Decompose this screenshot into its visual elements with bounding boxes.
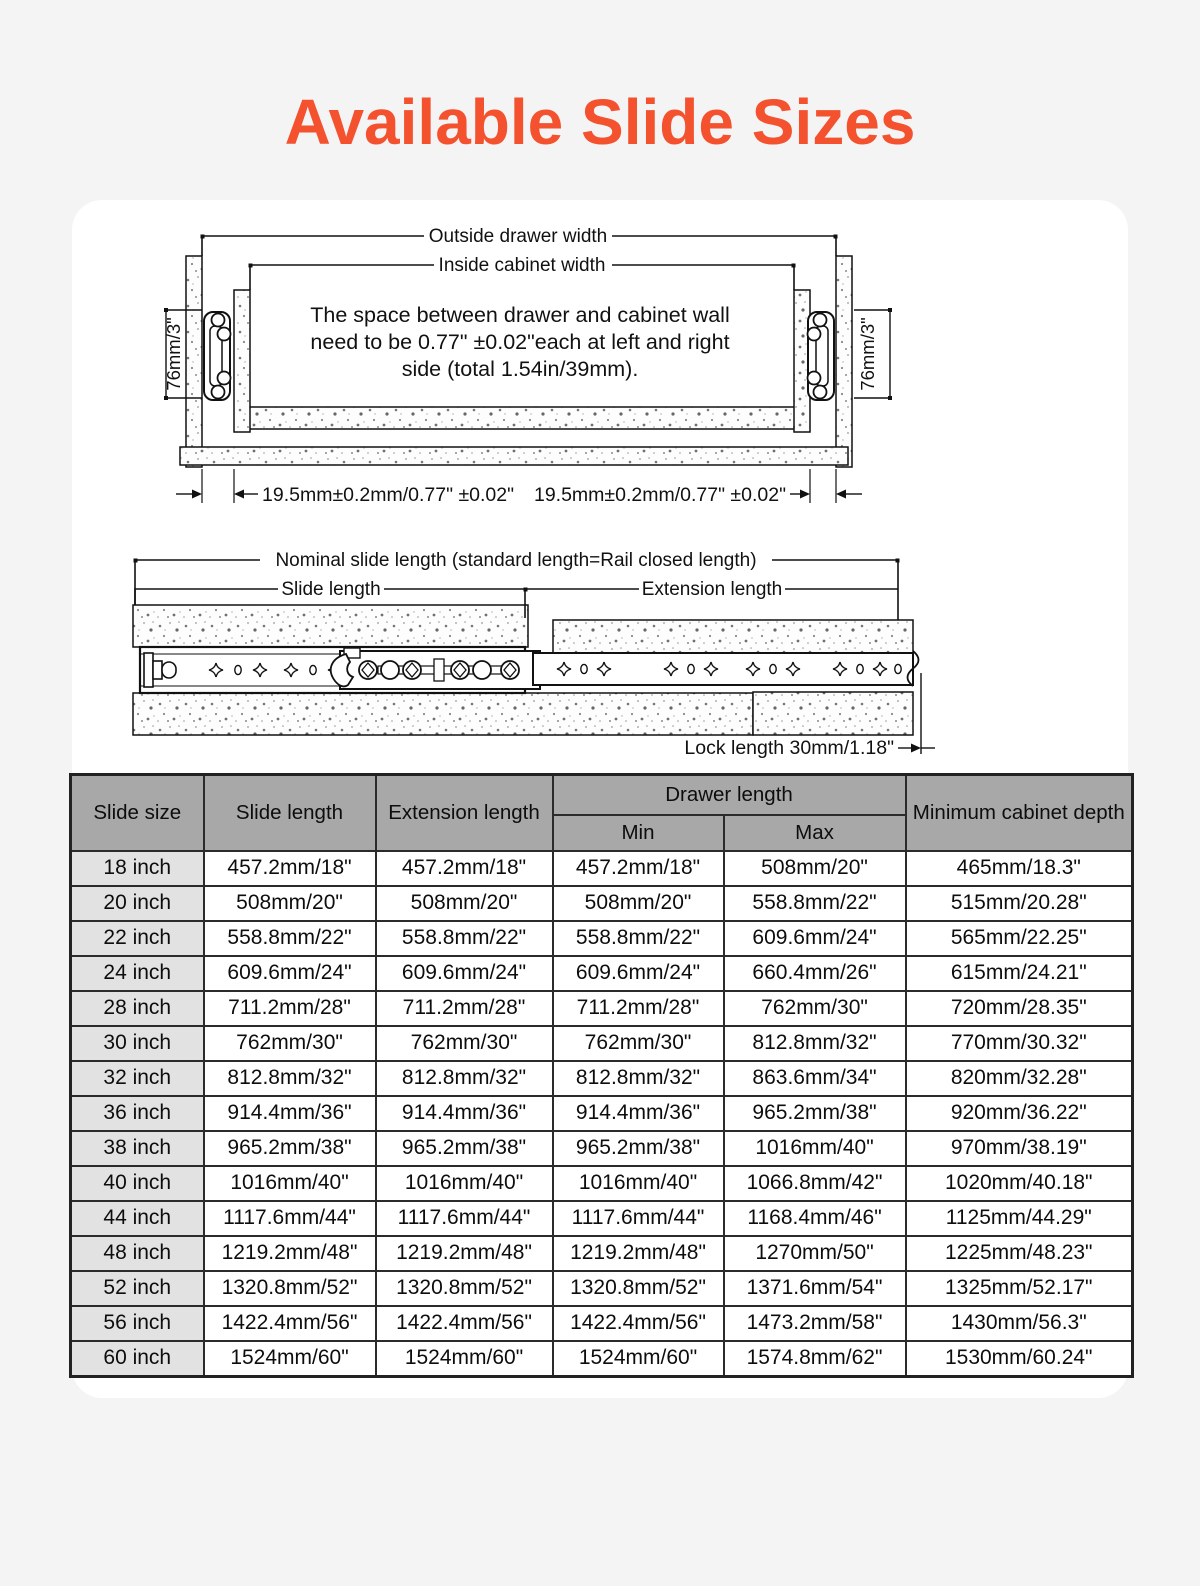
slide-size-cell: 44 inch	[71, 1201, 204, 1236]
table-row	[71, 1201, 1133, 1236]
value-cell: 1219.2mm/48"	[553, 1236, 724, 1271]
svg-text:side (total 1.54in/39mm).: side (total 1.54in/39mm).	[401, 356, 639, 381]
value-cell: 1016mm/40"	[553, 1166, 724, 1201]
size-table-section	[72, 773, 1128, 1378]
table-row	[71, 1271, 1133, 1306]
value-cell: 970mm/38.19"	[906, 1131, 1133, 1166]
value-cell: 1524mm/60"	[204, 1341, 376, 1377]
value-cell: 615mm/24.21"	[906, 956, 1133, 991]
right-slide-height-dimension	[854, 308, 892, 400]
value-cell: 812.8mm/32"	[724, 1026, 906, 1061]
table-row	[71, 1306, 1133, 1341]
table-row	[71, 1096, 1133, 1131]
value-cell: 762mm/30"	[553, 1026, 724, 1061]
value-cell: 1371.6mm/54"	[724, 1271, 906, 1306]
slide-size-cell: 24 inch	[71, 956, 204, 991]
slide-size-cell: 40 inch	[71, 1166, 204, 1201]
value-cell: 1325mm/52.17"	[906, 1271, 1133, 1306]
drawer-member-top	[553, 620, 913, 655]
right-cabinet-wall	[836, 256, 852, 467]
drawer-member-bottom	[753, 692, 913, 735]
slide-size-cell: 36 inch	[71, 1096, 204, 1131]
slide-size-cell: 32 inch	[71, 1061, 204, 1096]
inside-cabinet-width-label: Inside cabinet width	[438, 254, 606, 276]
value-cell: 1117.6mm/44"	[376, 1201, 553, 1236]
table-row	[71, 956, 1133, 991]
value-cell: 1117.6mm/44"	[204, 1201, 376, 1236]
value-cell: 558.8mm/22"	[204, 921, 376, 956]
slide-size-cell: 22 inch	[71, 921, 204, 956]
value-cell: 920mm/36.22"	[906, 1096, 1133, 1131]
drawer-rail-extended	[533, 651, 919, 686]
header-slide-size: Slide size	[71, 774, 204, 851]
slide-size-cell: 28 inch	[71, 991, 204, 1026]
slide-length-diagram	[78, 542, 978, 767]
slide-size-cell: 60 inch	[71, 1341, 204, 1377]
value-cell: 1422.4mm/56"	[553, 1306, 724, 1341]
header-max: Max	[724, 815, 906, 851]
value-cell: 1270mm/50"	[724, 1236, 906, 1271]
header-min-cabinet-depth: Minimum cabinet depth	[906, 774, 1133, 851]
value-cell: 1524mm/60"	[376, 1341, 553, 1377]
value-cell: 1320.8mm/52"	[376, 1271, 553, 1306]
value-cell: 863.6mm/34"	[724, 1061, 906, 1096]
value-cell: 1574.8mm/62"	[724, 1341, 906, 1377]
value-cell: 812.8mm/32"	[553, 1061, 724, 1096]
table-row	[71, 1131, 1133, 1166]
value-cell: 1117.6mm/44"	[553, 1201, 724, 1236]
table-row	[71, 1061, 1133, 1096]
value-cell: 914.4mm/36"	[376, 1096, 553, 1131]
table-row	[71, 1236, 1133, 1271]
cabinet-bottom-panel	[180, 447, 848, 465]
value-cell: 558.8mm/22"	[724, 886, 906, 921]
value-cell: 508mm/20"	[724, 851, 906, 886]
page	[0, 86, 1200, 1398]
left-slide-height-label: 76mm/3"	[163, 316, 184, 391]
value-cell: 914.4mm/36"	[553, 1096, 724, 1131]
slide-size-cell: 30 inch	[71, 1026, 204, 1061]
value-cell: 1320.8mm/52"	[553, 1271, 724, 1306]
value-cell: 711.2mm/28"	[553, 991, 724, 1026]
outside-drawer-width-dimension	[201, 226, 838, 256]
value-cell: 1016mm/40"	[204, 1166, 376, 1201]
value-cell: 762mm/30"	[376, 1026, 553, 1061]
header-slide-length: Slide length	[204, 774, 376, 851]
left-cabinet-wall	[186, 256, 202, 467]
value-cell: 1430mm/56.3"	[906, 1306, 1133, 1341]
value-cell: 965.2mm/38"	[204, 1131, 376, 1166]
value-cell: 1168.4mm/46"	[724, 1201, 906, 1236]
table-row	[71, 1341, 1133, 1377]
slide-size-cell: 20 inch	[71, 886, 204, 921]
left-gap-label: 19.5mm±0.2mm/0.77" ±0.02"	[262, 483, 515, 506]
value-cell: 558.8mm/22"	[376, 921, 553, 956]
header-extension-length: Extension length	[376, 774, 553, 851]
value-cell: 457.2mm/18"	[204, 851, 376, 886]
clearance-note	[310, 303, 730, 381]
table-row	[71, 1166, 1133, 1201]
slide-size-table	[69, 773, 1134, 1378]
value-cell: 515mm/20.28"	[906, 886, 1133, 921]
value-cell: 1422.4mm/56"	[204, 1306, 376, 1341]
slide-size-cell: 38 inch	[71, 1131, 204, 1166]
value-cell: 1422.4mm/56"	[376, 1306, 553, 1341]
table-row	[71, 886, 1133, 921]
value-cell: 965.2mm/38"	[553, 1131, 724, 1166]
value-cell: 1016mm/40"	[376, 1166, 553, 1201]
value-cell: 457.2mm/18"	[553, 851, 724, 886]
value-cell: 1125mm/44.29"	[906, 1201, 1133, 1236]
value-cell: 1219.2mm/48"	[376, 1236, 553, 1271]
value-cell: 914.4mm/36"	[204, 1096, 376, 1131]
value-cell: 1020mm/40.18"	[906, 1166, 1133, 1201]
inside-cabinet-width-dimension	[249, 255, 796, 290]
header-min: Min	[553, 815, 724, 851]
table-row	[71, 991, 1133, 1026]
value-cell: 1219.2mm/48"	[204, 1236, 376, 1271]
svg-text:The space between drawer and c: The space between drawer and cabinet wall	[310, 302, 730, 327]
slide-size-cell: 48 inch	[71, 1236, 204, 1271]
value-cell: 457.2mm/18"	[376, 851, 553, 886]
slide-size-cell: 18 inch	[71, 851, 204, 886]
cabinet-member-bottom	[133, 693, 753, 735]
right-slide-height-label: 76mm/3"	[857, 316, 878, 391]
header-drawer-length: Drawer length	[553, 774, 906, 815]
slide-size-cell: 56 inch	[71, 1306, 204, 1341]
page-title: Available Slide Sizes	[284, 86, 916, 158]
table-row	[71, 921, 1133, 956]
value-cell: 465mm/18.3"	[906, 851, 1133, 886]
value-cell: 711.2mm/28"	[204, 991, 376, 1026]
table-body	[71, 851, 1133, 1377]
value-cell: 1016mm/40"	[724, 1131, 906, 1166]
value-cell: 1066.8mm/42"	[724, 1166, 906, 1201]
cross-section-diagram	[158, 200, 898, 522]
right-gap-dimension	[534, 469, 862, 506]
slide-length-label: Slide length	[281, 578, 381, 600]
value-cell: 965.2mm/38"	[724, 1096, 906, 1131]
svg-text:need to be 0.77" ±0.02"each at: need to be 0.77" ±0.02"each at left and right	[310, 329, 730, 354]
table-row	[71, 1026, 1133, 1061]
value-cell: 508mm/20"	[204, 886, 376, 921]
value-cell: 812.8mm/32"	[204, 1061, 376, 1096]
value-cell: 965.2mm/38"	[376, 1131, 553, 1166]
value-cell: 508mm/20"	[376, 886, 553, 921]
extension-length-label: Extension length	[641, 578, 783, 600]
outside-drawer-width-label: Outside drawer width	[428, 225, 608, 247]
value-cell: 609.6mm/24"	[553, 956, 724, 991]
value-cell: 1225mm/48.23"	[906, 1236, 1133, 1271]
content-card	[72, 200, 1128, 1398]
value-cell: 609.6mm/24"	[204, 956, 376, 991]
slide-size-cell: 52 inch	[71, 1271, 204, 1306]
right-slide-cross-section	[808, 312, 835, 400]
value-cell: 1530mm/60.24"	[906, 1341, 1133, 1377]
left-slide-cross-section	[204, 312, 231, 400]
value-cell: 770mm/30.32"	[906, 1026, 1133, 1061]
table-row	[71, 851, 1133, 886]
left-gap-dimension	[176, 469, 514, 506]
value-cell: 1320.8mm/52"	[204, 1271, 376, 1306]
drawer-bottom-panel	[236, 407, 800, 429]
value-cell: 762mm/30"	[204, 1026, 376, 1061]
value-cell: 820mm/32.28"	[906, 1061, 1133, 1096]
value-cell: 1524mm/60"	[553, 1341, 724, 1377]
lock-length-label: Lock length 30mm/1.18"	[684, 736, 894, 759]
cabinet-member-top	[133, 605, 528, 647]
value-cell: 711.2mm/28"	[376, 991, 553, 1026]
value-cell: 558.8mm/22"	[553, 921, 724, 956]
middle-rail	[331, 648, 540, 689]
value-cell: 609.6mm/24"	[376, 956, 553, 991]
value-cell: 1473.2mm/58"	[724, 1306, 906, 1341]
value-cell: 565mm/22.25"	[906, 921, 1133, 956]
nominal-length-label: Nominal slide length (standard length=Rail closed length)	[275, 549, 757, 571]
left-drawer-side	[234, 290, 250, 432]
value-cell: 660.4mm/26"	[724, 956, 906, 991]
value-cell: 762mm/30"	[724, 991, 906, 1026]
value-cell: 508mm/20"	[553, 886, 724, 921]
value-cell: 812.8mm/32"	[376, 1061, 553, 1096]
value-cell: 609.6mm/24"	[724, 921, 906, 956]
value-cell: 720mm/28.35"	[906, 991, 1133, 1026]
right-gap-label: 19.5mm±0.2mm/0.77" ±0.02"	[533, 483, 786, 506]
